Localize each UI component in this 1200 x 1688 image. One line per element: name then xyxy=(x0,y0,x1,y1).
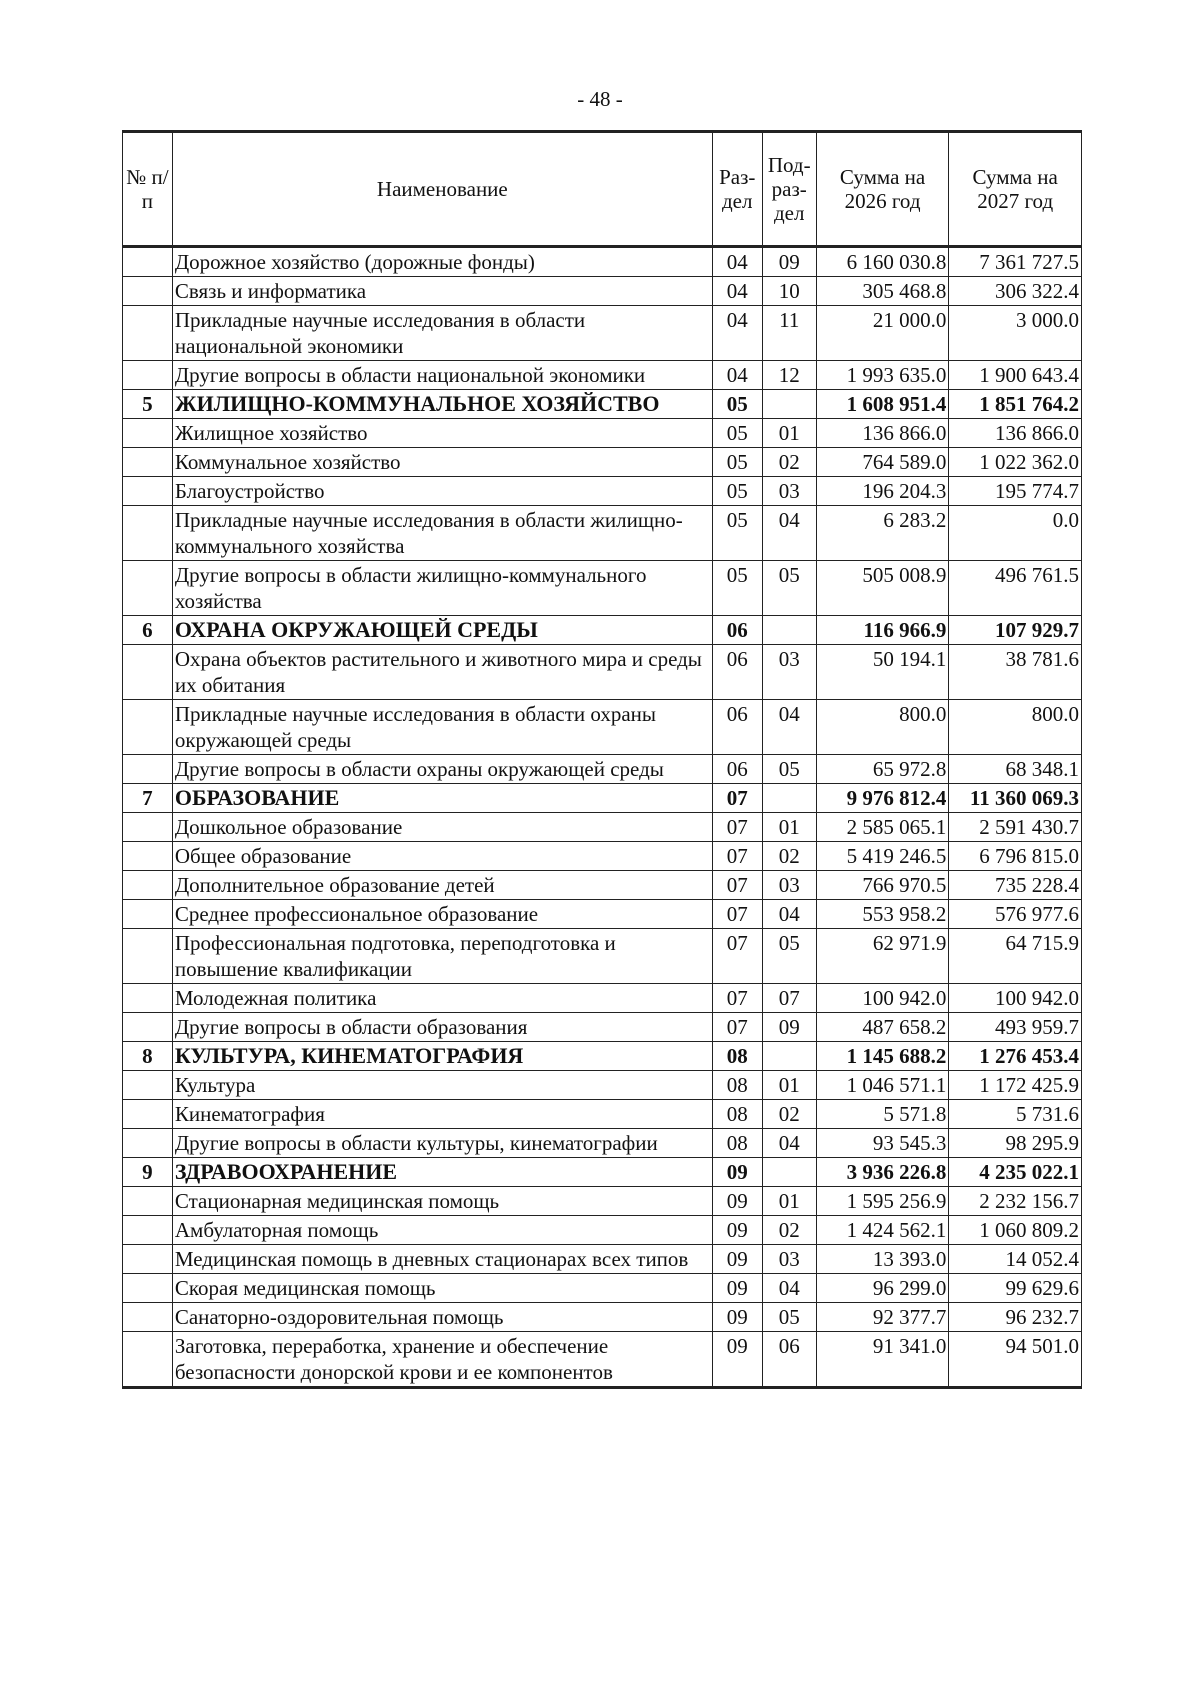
row-name: Коммунальное хозяйство xyxy=(172,448,712,477)
header-name: Наименование xyxy=(172,132,712,247)
row-sum-2027: 0.0 xyxy=(949,506,1082,561)
row-name: Медицинская помощь в дневных стационарах всех типов xyxy=(172,1245,712,1274)
row-name: Кинематография xyxy=(172,1100,712,1129)
row-sum-2027: 1 851 764.2 xyxy=(949,390,1082,419)
row-num xyxy=(123,561,173,616)
table-row xyxy=(123,700,1082,755)
table-row xyxy=(123,1216,1082,1245)
row-name: Другие вопросы в области жилищно-коммунального хозяйства xyxy=(172,561,712,616)
table-row xyxy=(123,1100,1082,1129)
row-subsection xyxy=(762,1042,816,1071)
table-row xyxy=(123,1274,1082,1303)
row-sum-2027: 2 232 156.7 xyxy=(949,1187,1082,1216)
table-row xyxy=(123,306,1082,361)
row-subsection: 07 xyxy=(762,984,816,1013)
row-sum-2026: 93 545.3 xyxy=(816,1129,949,1158)
page-number: - 48 - xyxy=(577,87,623,111)
row-num: 9 xyxy=(123,1158,173,1187)
row-section: 06 xyxy=(712,755,762,784)
row-sum-2027: 2 591 430.7 xyxy=(949,813,1082,842)
table-row xyxy=(123,871,1082,900)
row-subsection: 11 xyxy=(762,306,816,361)
table-row xyxy=(123,1129,1082,1158)
row-num xyxy=(123,1332,173,1388)
row-section: 07 xyxy=(712,784,762,813)
row-subsection: 03 xyxy=(762,871,816,900)
row-section: 05 xyxy=(712,561,762,616)
row-section: 07 xyxy=(712,929,762,984)
row-subsection: 05 xyxy=(762,929,816,984)
row-name: Общее образование xyxy=(172,842,712,871)
row-section: 06 xyxy=(712,616,762,645)
row-num xyxy=(123,448,173,477)
row-num: 6 xyxy=(123,616,173,645)
row-section: 05 xyxy=(712,506,762,561)
table-row xyxy=(123,277,1082,306)
row-subsection: 02 xyxy=(762,842,816,871)
row-sum-2026: 487 658.2 xyxy=(816,1013,949,1042)
row-sum-2027: 1 900 643.4 xyxy=(949,361,1082,390)
table-header xyxy=(123,132,1082,247)
row-section: 07 xyxy=(712,871,762,900)
row-section: 04 xyxy=(712,306,762,361)
row-subsection xyxy=(762,1158,816,1187)
row-subsection: 02 xyxy=(762,448,816,477)
row-name: Молодежная политика xyxy=(172,984,712,1013)
row-sum-2027: 68 348.1 xyxy=(949,755,1082,784)
table-row xyxy=(123,448,1082,477)
row-subsection: 03 xyxy=(762,1245,816,1274)
row-name: Санаторно-оздоровительная помощь xyxy=(172,1303,712,1332)
row-subsection xyxy=(762,390,816,419)
row-subsection: 01 xyxy=(762,419,816,448)
row-section: 06 xyxy=(712,645,762,700)
row-sum-2027: 136 866.0 xyxy=(949,419,1082,448)
table-row xyxy=(123,984,1082,1013)
row-section: 07 xyxy=(712,1013,762,1042)
row-section: 06 xyxy=(712,700,762,755)
row-sum-2026: 100 942.0 xyxy=(816,984,949,1013)
row-name: Прикладные научные исследования в области жилищно-коммунального хозяйства xyxy=(172,506,712,561)
row-name: Скорая медицинская помощь xyxy=(172,1274,712,1303)
row-sum-2027: 107 929.7 xyxy=(949,616,1082,645)
row-sum-2027: 1 022 362.0 xyxy=(949,448,1082,477)
row-name: ЗДРАВООХРАНЕНИЕ xyxy=(172,1158,712,1187)
row-num: 5 xyxy=(123,390,173,419)
row-section: 04 xyxy=(712,277,762,306)
row-section: 05 xyxy=(712,390,762,419)
row-sum-2026: 3 936 226.8 xyxy=(816,1158,949,1187)
row-sum-2026: 92 377.7 xyxy=(816,1303,949,1332)
row-sum-2027: 800.0 xyxy=(949,700,1082,755)
row-sum-2027: 7 361 727.5 xyxy=(949,247,1082,277)
row-sum-2026: 505 008.9 xyxy=(816,561,949,616)
row-sum-2026: 6 160 030.8 xyxy=(816,247,949,277)
row-sum-2026: 5 419 246.5 xyxy=(816,842,949,871)
row-section: 05 xyxy=(712,448,762,477)
section-row xyxy=(123,784,1082,813)
table-row xyxy=(123,1245,1082,1274)
table-row xyxy=(123,645,1082,700)
header-subsection: Под-раз-дел xyxy=(762,132,816,247)
row-name: Другие вопросы в области национальной экономики xyxy=(172,361,712,390)
row-section: 08 xyxy=(712,1100,762,1129)
row-section: 05 xyxy=(712,477,762,506)
row-sum-2026: 6 283.2 xyxy=(816,506,949,561)
row-num xyxy=(123,842,173,871)
row-num xyxy=(123,813,173,842)
row-subsection: 12 xyxy=(762,361,816,390)
row-num xyxy=(123,1100,173,1129)
row-section: 04 xyxy=(712,361,762,390)
table-row xyxy=(123,929,1082,984)
row-name: Профессиональная подготовка, переподготовка и повышение квалификации xyxy=(172,929,712,984)
row-sum-2026: 65 972.8 xyxy=(816,755,949,784)
row-subsection xyxy=(762,616,816,645)
table-row xyxy=(123,755,1082,784)
row-num xyxy=(123,1129,173,1158)
row-num xyxy=(123,247,173,277)
row-sum-2027: 11 360 069.3 xyxy=(949,784,1082,813)
row-sum-2027: 195 774.7 xyxy=(949,477,1082,506)
row-sum-2027: 96 232.7 xyxy=(949,1303,1082,1332)
row-name: КУЛЬТУРА, КИНЕМАТОГРАФИЯ xyxy=(172,1042,712,1071)
row-sum-2027: 4 235 022.1 xyxy=(949,1158,1082,1187)
row-subsection: 01 xyxy=(762,1187,816,1216)
row-section: 08 xyxy=(712,1071,762,1100)
row-subsection: 04 xyxy=(762,506,816,561)
table-row xyxy=(123,1187,1082,1216)
table-row xyxy=(123,1071,1082,1100)
table-row xyxy=(123,900,1082,929)
row-sum-2027: 3 000.0 xyxy=(949,306,1082,361)
table-row xyxy=(123,477,1082,506)
row-num xyxy=(123,645,173,700)
row-num xyxy=(123,1216,173,1245)
row-sum-2026: 116 966.9 xyxy=(816,616,949,645)
row-sum-2027: 5 731.6 xyxy=(949,1100,1082,1129)
table-row xyxy=(123,1332,1082,1388)
row-subsection: 10 xyxy=(762,277,816,306)
row-num: 7 xyxy=(123,784,173,813)
section-row xyxy=(123,390,1082,419)
row-num xyxy=(123,1071,173,1100)
row-name: ОХРАНА ОКРУЖАЮЩЕЙ СРЕДЫ xyxy=(172,616,712,645)
row-name: Жилищное хозяйство xyxy=(172,419,712,448)
row-subsection: 05 xyxy=(762,561,816,616)
row-name: Стационарная медицинская помощь xyxy=(172,1187,712,1216)
row-section: 09 xyxy=(712,1245,762,1274)
row-sum-2026: 50 194.1 xyxy=(816,645,949,700)
row-num: 8 xyxy=(123,1042,173,1071)
row-sum-2026: 553 958.2 xyxy=(816,900,949,929)
table-row xyxy=(123,1013,1082,1042)
row-subsection: 04 xyxy=(762,1129,816,1158)
row-name: Связь и информатика xyxy=(172,277,712,306)
row-sum-2027: 496 761.5 xyxy=(949,561,1082,616)
row-name: Среднее профессиональное образование xyxy=(172,900,712,929)
row-subsection: 03 xyxy=(762,645,816,700)
row-section: 07 xyxy=(712,813,762,842)
row-sum-2026: 1 046 571.1 xyxy=(816,1071,949,1100)
row-section: 07 xyxy=(712,984,762,1013)
row-subsection: 05 xyxy=(762,755,816,784)
row-sum-2027: 38 781.6 xyxy=(949,645,1082,700)
table-row xyxy=(123,813,1082,842)
row-num xyxy=(123,1013,173,1042)
section-row xyxy=(123,616,1082,645)
row-sum-2026: 96 299.0 xyxy=(816,1274,949,1303)
row-num xyxy=(123,700,173,755)
row-sum-2026: 1 424 562.1 xyxy=(816,1216,949,1245)
row-num xyxy=(123,1274,173,1303)
row-sum-2026: 2 585 065.1 xyxy=(816,813,949,842)
header-num: № п/п xyxy=(123,132,173,247)
row-sum-2027: 14 052.4 xyxy=(949,1245,1082,1274)
row-num xyxy=(123,361,173,390)
row-subsection: 09 xyxy=(762,1013,816,1042)
header-sum-2026: Сумма на 2026 год xyxy=(816,132,949,247)
row-num xyxy=(123,419,173,448)
row-sum-2026: 1 608 951.4 xyxy=(816,390,949,419)
row-section: 08 xyxy=(712,1129,762,1158)
row-section: 09 xyxy=(712,1303,762,1332)
row-sum-2026: 13 393.0 xyxy=(816,1245,949,1274)
row-name: Другие вопросы в области образования xyxy=(172,1013,712,1042)
row-sum-2026: 1 595 256.9 xyxy=(816,1187,949,1216)
row-section: 04 xyxy=(712,247,762,277)
row-name: Другие вопросы в области культуры, кинематографии xyxy=(172,1129,712,1158)
row-sum-2026: 764 589.0 xyxy=(816,448,949,477)
table-row xyxy=(123,247,1082,277)
row-section: 09 xyxy=(712,1332,762,1388)
row-section: 09 xyxy=(712,1187,762,1216)
table-row xyxy=(123,506,1082,561)
row-sum-2026: 62 971.9 xyxy=(816,929,949,984)
row-sum-2027: 1 276 453.4 xyxy=(949,1042,1082,1071)
row-sum-2027: 99 629.6 xyxy=(949,1274,1082,1303)
row-subsection: 04 xyxy=(762,900,816,929)
table-row xyxy=(123,1303,1082,1332)
row-name: ОБРАЗОВАНИЕ xyxy=(172,784,712,813)
row-num xyxy=(123,306,173,361)
table-row xyxy=(123,419,1082,448)
row-subsection: 02 xyxy=(762,1100,816,1129)
row-sum-2027: 1 060 809.2 xyxy=(949,1216,1082,1245)
row-num xyxy=(123,277,173,306)
row-sum-2026: 21 000.0 xyxy=(816,306,949,361)
table-row xyxy=(123,361,1082,390)
row-name: Заготовка, переработка, хранение и обеспечение безопасности донорской крови и ее компонентов xyxy=(172,1332,712,1388)
row-section: 08 xyxy=(712,1042,762,1071)
row-sum-2027: 576 977.6 xyxy=(949,900,1082,929)
row-name: Прикладные научные исследования в области национальной экономики xyxy=(172,306,712,361)
row-num xyxy=(123,477,173,506)
row-sum-2027: 94 501.0 xyxy=(949,1332,1082,1388)
row-num xyxy=(123,900,173,929)
row-name: Другие вопросы в области охраны окружающей среды xyxy=(172,755,712,784)
row-section: 07 xyxy=(712,842,762,871)
row-section: 09 xyxy=(712,1274,762,1303)
row-subsection: 01 xyxy=(762,1071,816,1100)
row-num xyxy=(123,1303,173,1332)
row-subsection: 04 xyxy=(762,1274,816,1303)
row-name: Прикладные научные исследования в области охраны окружающей среды xyxy=(172,700,712,755)
row-name: Охрана объектов растительного и животного мира и среды их обитания xyxy=(172,645,712,700)
row-num xyxy=(123,984,173,1013)
row-name: Культура xyxy=(172,1071,712,1100)
row-sum-2027: 306 322.4 xyxy=(949,277,1082,306)
row-sum-2026: 196 204.3 xyxy=(816,477,949,506)
row-subsection xyxy=(762,784,816,813)
row-num xyxy=(123,871,173,900)
row-sum-2026: 305 468.8 xyxy=(816,277,949,306)
table-row xyxy=(123,561,1082,616)
table-row xyxy=(123,842,1082,871)
header-sum-2027: Сумма на 2027 год xyxy=(949,132,1082,247)
row-num xyxy=(123,506,173,561)
row-sum-2026: 1 993 635.0 xyxy=(816,361,949,390)
row-name: Дорожное хозяйство (дорожные фонды) xyxy=(172,247,712,277)
table-body xyxy=(123,247,1082,1388)
row-sum-2027: 735 228.4 xyxy=(949,871,1082,900)
row-subsection: 05 xyxy=(762,1303,816,1332)
row-sum-2027: 1 172 425.9 xyxy=(949,1071,1082,1100)
row-sum-2026: 9 976 812.4 xyxy=(816,784,949,813)
row-subsection: 03 xyxy=(762,477,816,506)
budget-table xyxy=(122,130,1082,1389)
row-subsection: 01 xyxy=(762,813,816,842)
row-subsection: 09 xyxy=(762,247,816,277)
header-section: Раз-дел xyxy=(712,132,762,247)
row-sum-2027: 64 715.9 xyxy=(949,929,1082,984)
row-sum-2027: 493 959.7 xyxy=(949,1013,1082,1042)
row-name: Амбулаторная помощь xyxy=(172,1216,712,1245)
row-section: 07 xyxy=(712,900,762,929)
row-sum-2026: 5 571.8 xyxy=(816,1100,949,1129)
row-num xyxy=(123,755,173,784)
row-subsection: 04 xyxy=(762,700,816,755)
row-section: 09 xyxy=(712,1158,762,1187)
row-sum-2026: 1 145 688.2 xyxy=(816,1042,949,1071)
section-row xyxy=(123,1158,1082,1187)
row-sum-2027: 98 295.9 xyxy=(949,1129,1082,1158)
row-name: Дополнительное образование детей xyxy=(172,871,712,900)
row-sum-2026: 136 866.0 xyxy=(816,419,949,448)
row-name: Дошкольное образование xyxy=(172,813,712,842)
row-num xyxy=(123,1245,173,1274)
row-sum-2026: 91 341.0 xyxy=(816,1332,949,1388)
row-name: Благоустройство xyxy=(172,477,712,506)
row-num xyxy=(123,1187,173,1216)
row-sum-2027: 100 942.0 xyxy=(949,984,1082,1013)
row-subsection: 06 xyxy=(762,1332,816,1388)
header-row xyxy=(123,132,1082,247)
row-name: ЖИЛИЩНО-КОММУНАЛЬНОЕ ХОЗЯЙСТВО xyxy=(172,390,712,419)
row-num xyxy=(123,929,173,984)
section-row xyxy=(123,1042,1082,1071)
row-subsection: 02 xyxy=(762,1216,816,1245)
row-section: 09 xyxy=(712,1216,762,1245)
row-sum-2026: 766 970.5 xyxy=(816,871,949,900)
row-sum-2027: 6 796 815.0 xyxy=(949,842,1082,871)
row-section: 05 xyxy=(712,419,762,448)
row-sum-2026: 800.0 xyxy=(816,700,949,755)
